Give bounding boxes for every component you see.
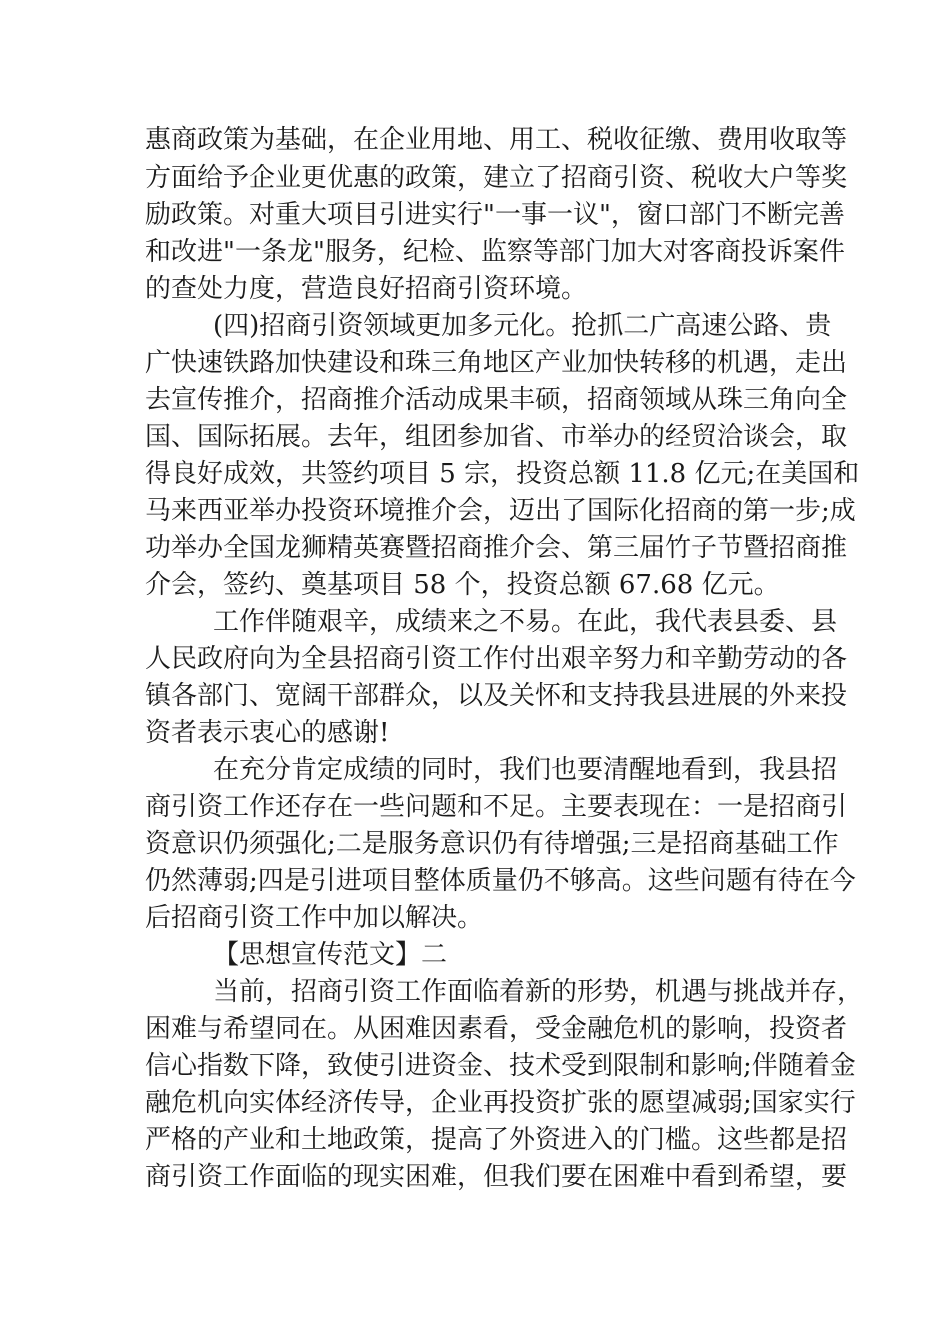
text-line: 介会，签约、奠基项目 58 个，投资总额 67.68 亿元。 (145, 570, 780, 600)
text-line: 资者表示衷心的感谢! (145, 718, 390, 748)
text-line: 仍然薄弱;四是引进项目整体质量仍不够高。这些问题有待在今 (145, 866, 856, 896)
paragraph-first-line: 当前，招商引资工作面临着新的形势，机遇与挑战并存， (213, 977, 864, 1007)
text-line: 的查处力度，营造良好招商引资环境。 (145, 274, 588, 304)
paragraph-first-line: (四)招商引资领域更加多元化。抢抓二广高速公路、贵 (213, 311, 832, 341)
text-line: 人民政府向为全县招商引资工作付出艰辛努力和辛勤劳动的各 (145, 644, 848, 674)
text-line: 方面给予企业更优惠的政策，建立了招商引资、税收大户等奖 (145, 163, 848, 193)
text-line: 得良好成效，共签约项目 5 宗，投资总额 11.8 亿元;在美国和 (145, 459, 860, 489)
section-heading: 【思想宣传范文】二 (213, 940, 448, 970)
paragraph-first-line: 在充分肯定成绩的同时，我们也要清醒地看到，我县招 (213, 755, 838, 785)
text-line: 广快速铁路加快建设和珠三角地区产业加快转移的机遇，走出 (145, 348, 848, 378)
text-line: 信心指数下降，致使引进资金、技术受到限制和影响;伴随着金 (145, 1051, 856, 1081)
text-line: 去宣传推介，招商推介活动成果丰硕，招商领域从珠三角向全 (145, 385, 848, 415)
text-line: 资意识仍须强化;二是服务意识仍有待增强;三是招商基础工作 (145, 829, 839, 859)
text-line: 和改进"一条龙"服务，纪检、监察等部门加大对客商投诉案件 (145, 237, 845, 267)
text-line: 马来西亚举办投资环境推介会，迈出了国际化招商的第一步;成 (145, 496, 856, 526)
text-line: 商引资工作还存在一些问题和不足。主要表现在：一是招商引 (145, 792, 848, 822)
text-line: 励政策。对重大项目引进实行"一事一议"，窗口部门不断完善 (145, 200, 845, 230)
text-line: 商引资工作面临的现实困难，但我们要在困难中看到希望，要 (145, 1162, 848, 1192)
text-line: 融危机向实体经济传导，企业再投资扩张的愿望减弱;国家实行 (145, 1088, 856, 1118)
text-line: 后招商引资工作中加以解决。 (145, 903, 484, 933)
text-line: 国、国际拓展。去年，组团参加省、市举办的经贸洽谈会，取 (145, 422, 848, 452)
text-line: 困难与希望同在。从困难因素看，受金融危机的影响，投资者 (145, 1014, 848, 1044)
text-line: 惠商政策为基础，在企业用地、用工、税收征缴、费用收取等 (145, 125, 848, 155)
text-line: 镇各部门、宽阔干部群众，以及关怀和支持我县进展的外来投 (145, 681, 848, 711)
text-line: 功举办全国龙狮精英赛暨招商推介会、第三届竹子节暨招商推 (145, 533, 848, 563)
paragraph-first-line: 工作伴随艰辛，成绩来之不易。在此，我代表县委、县 (213, 607, 838, 637)
text-line: 严格的产业和土地政策，提高了外资进入的门槛。这些都是招 (145, 1125, 848, 1155)
